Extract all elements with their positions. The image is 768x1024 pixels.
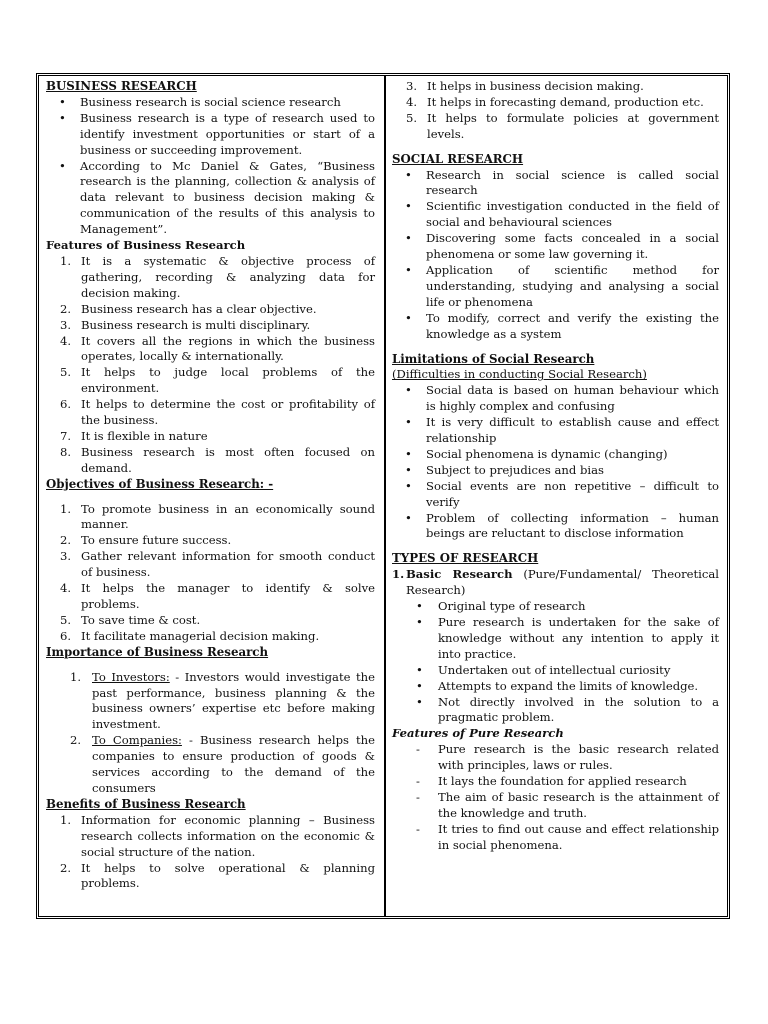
list-item: 6. It facilitate managerial decision making. <box>60 628 320 643</box>
list-item: 2. To ensure future success. <box>60 533 232 548</box>
list-item: • Undertaken out of intellectual curiosity <box>416 662 671 677</box>
features-list <box>46 254 375 477</box>
pure-features-heading: Features of Pure Research <box>392 726 564 741</box>
limitations-list <box>392 383 719 542</box>
importance-list <box>46 670 375 797</box>
list-item: • Application of scientific method for understanding, studying and analysing a social life or phenomena <box>405 262 719 309</box>
bullet-icon: • <box>416 662 423 677</box>
list-item: 2. To Companies: - Business research helps the companies to ensure production of goods & services according to the demand of the consumers <box>70 733 375 795</box>
list-item: 5. To save time & cost. <box>60 612 201 627</box>
list-item: 1. It is a systematic & objective process of gathering, recording & analyzing data for decision making. <box>60 253 375 300</box>
list-item: • Research in social science is called social research <box>405 167 719 198</box>
list-item: 8. Business research is most often focused on demand. <box>60 444 375 475</box>
bullet-icon: • <box>59 94 66 109</box>
list-item: • Original type of research <box>416 599 586 614</box>
benefits-heading: Benefits of Business Research <box>46 796 246 811</box>
objectives-heading: Objectives of Business Research: - <box>46 476 274 491</box>
list-item: 3. Business research is multi disciplinary. <box>60 317 311 332</box>
bullet-icon: • <box>405 310 412 325</box>
bullet-icon: • <box>59 158 66 173</box>
list-item: 2. It helps to solve operational & planning problems. <box>60 860 375 891</box>
list-item: - Pure research is the basic research related with principles, laws or rules. <box>416 742 719 773</box>
types-list <box>392 567 719 599</box>
list-item: 1. Basic Research (Pure/Fundamental/ Theoretical Research) <box>392 567 719 598</box>
basic-research-title: Basic Research <box>406 567 513 582</box>
list-item: 3. Gather relevant information for smooth conduct of business. <box>60 549 375 580</box>
social-research-heading: SOCIAL RESEARCH <box>392 151 524 166</box>
bullet-icon: • <box>405 510 412 525</box>
social-research-list <box>392 168 719 343</box>
list-item: - It lays the foundation for applied research <box>416 774 687 789</box>
bullet-icon: • <box>405 446 412 461</box>
list-item: 7. It is flexible in nature <box>60 428 208 443</box>
bullet-icon: • <box>405 478 412 493</box>
list-item: • According to Mc Daniel & Gates, “Business research is the planning, collection & analysis of data relevant to business decision making & communication of the results of this analysis to Management”. <box>59 158 375 237</box>
benefits-list <box>46 813 375 893</box>
list-item: - The aim of basic research is the attainment of the knowledge and truth. <box>416 789 719 820</box>
bullet-icon: • <box>416 599 423 614</box>
list-item: 5. It helps to formulate policies at government levels. <box>406 110 719 141</box>
list-item: 1. To promote business in an economically sound manner. <box>60 501 375 532</box>
bullet-icon: • <box>416 678 423 693</box>
bullet-icon: • <box>416 694 423 709</box>
list-item: • Problem of collecting information – human beings are reluctant to disclose information <box>405 510 719 541</box>
list-item: • Attempts to expand the limits of knowledge. <box>416 678 699 693</box>
limitations-heading: Limitations of Social Research <box>392 351 595 366</box>
list-item: • Social phenomena is dynamic (changing) <box>405 446 668 461</box>
importance-heading: Importance of Business Research <box>46 644 269 659</box>
list-item: 3. It helps in business decision making. <box>406 79 644 93</box>
document-frame <box>36 73 730 919</box>
list-item: • Pure research is undertaken for the sake of knowledge without any intention to apply it into practice. <box>416 615 719 661</box>
bullet-icon: • <box>405 383 412 398</box>
features-heading: Features of Business Research <box>46 238 246 253</box>
dash-icon: - <box>416 742 420 757</box>
right-column <box>386 76 727 916</box>
bullet-icon: • <box>59 110 66 125</box>
basic-research-list <box>392 599 719 726</box>
list-item: • Discovering some facts concealed in a social phenomena or some law governing it. <box>405 231 719 262</box>
bullet-icon: • <box>405 262 412 277</box>
list-item: 2. Business research has a clear objective. <box>60 301 317 316</box>
list-item: • To modify, correct and verify the existing the knowledge as a system <box>405 310 719 341</box>
bullet-icon: • <box>416 615 423 629</box>
list-item: • Business research is a type of research used to identify investment opportunities or start of a business or succeeding improvement. <box>59 110 375 157</box>
dash-icon: - <box>416 774 420 789</box>
list-item: • Scientific investigation conducted in the field of social and behavioural sciences <box>405 199 719 230</box>
list-item: • Social events are non repetitive – difficult to verify <box>405 478 719 509</box>
list-item: 4. It covers all the regions in which the business operates, locally & internationally. <box>60 333 375 364</box>
bullet-icon: • <box>405 462 412 477</box>
list-item: 4. It helps in forecasting demand, production etc. <box>406 94 704 109</box>
list-item: 4. It helps the manager to identify & solve problems. <box>60 581 375 611</box>
pure-features-list <box>392 742 719 853</box>
list-item: • Subject to prejudices and bias <box>405 462 604 477</box>
left-column <box>39 76 386 916</box>
bullet-icon: • <box>405 199 412 214</box>
list-item: 1. To Investors: - Investors would investigate the past performance, business planning & the business owners’ expertise etc before making investment. <box>70 669 375 732</box>
dash-icon: - <box>416 789 420 804</box>
list-item: • Business research is social science research <box>59 94 341 109</box>
list-item: 5. It helps to judge local problems of the environment. <box>60 365 375 396</box>
dash-icon: - <box>416 821 420 836</box>
list-item: • Social data is based on human behaviour which is highly complex and confusing <box>405 383 719 414</box>
list-item: - It tries to find out cause and effect relationship in social phenomena. <box>416 821 719 852</box>
benefits-continued-list <box>392 79 719 143</box>
business-research-list <box>46 95 375 238</box>
companies-label: To Companies: <box>92 733 182 748</box>
limitations-subheading: (Difficulties in conducting Social Research) <box>392 367 647 382</box>
bullet-icon: • <box>405 415 412 430</box>
investors-label: To Investors: <box>92 669 170 684</box>
types-heading: TYPES OF RESEARCH <box>392 551 539 566</box>
bullet-icon: • <box>405 231 412 246</box>
business-research-heading: BUSINESS RESEARCH <box>46 79 197 93</box>
list-item: 1. Information for economic planning – Business research collects information on the economic & social structure of the nation. <box>60 812 375 859</box>
bullet-icon: • <box>405 167 412 182</box>
list-item: 6. It helps to determine the cost or profitability of the business. <box>60 397 375 428</box>
objectives-list <box>46 502 375 645</box>
list-item: • It is very difficult to establish cause and effect relationship <box>405 415 719 446</box>
list-item: • Not directly involved in the solution to a pragmatic problem. <box>416 694 719 725</box>
